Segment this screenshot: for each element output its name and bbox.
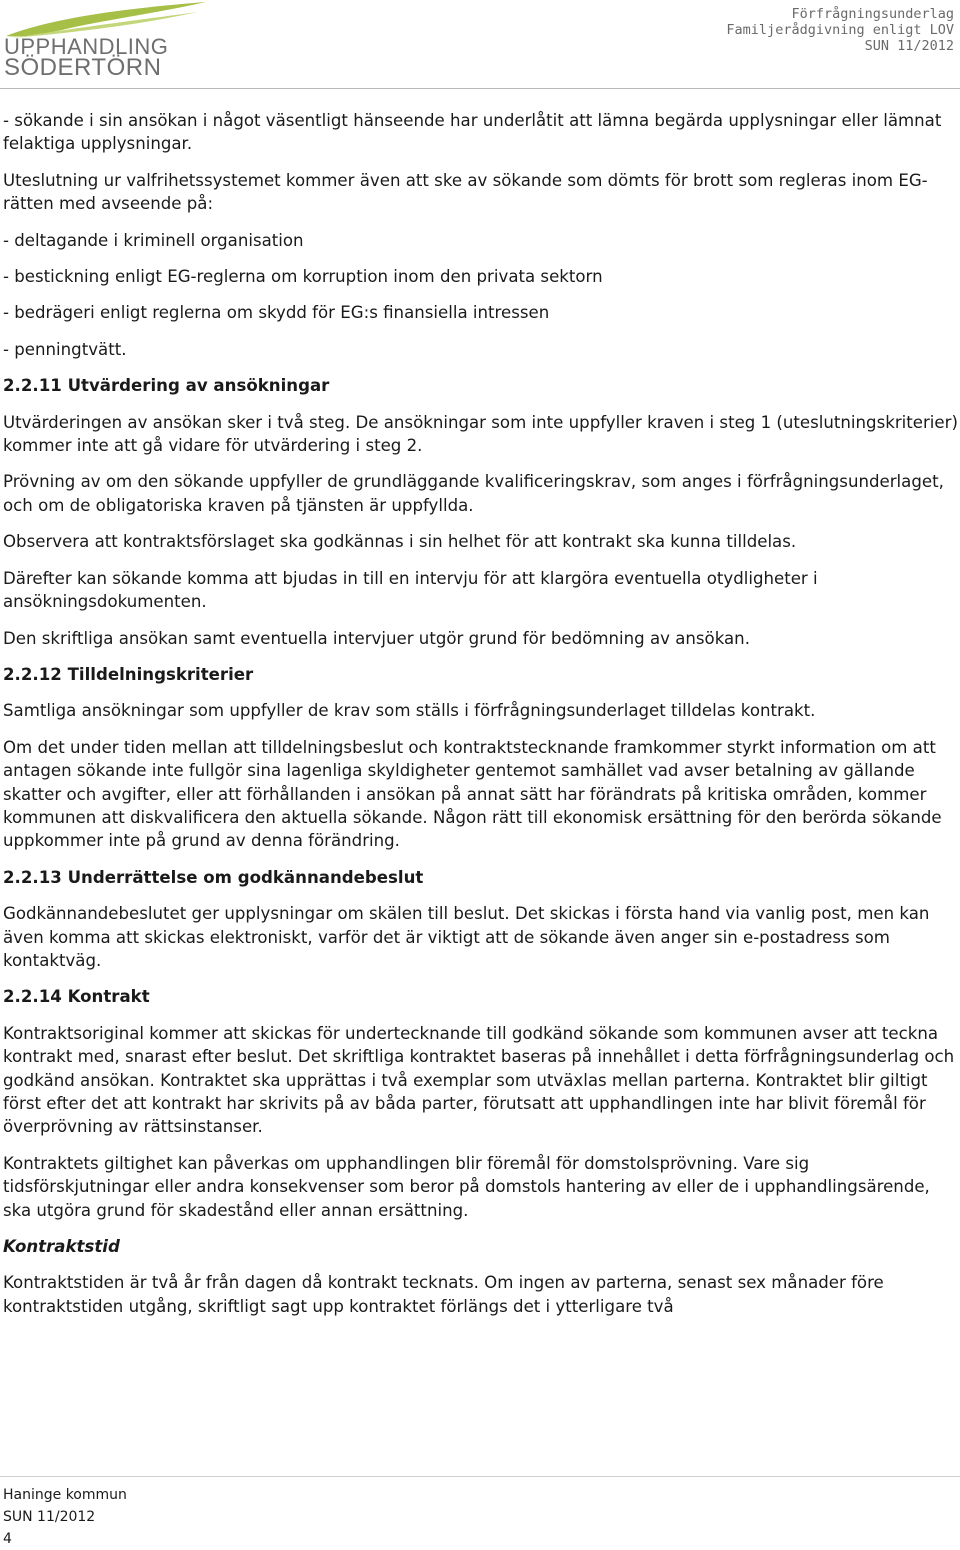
list-item: - bestickning enligt EG-reglerna om korruption inom den privata sektorn <box>3 267 603 287</box>
upphandling-sodertorn-logo <box>2 0 212 82</box>
list-item: - bedrägeri enligt reglerna om skydd för EG:s finansiella intressen <box>3 303 550 323</box>
paragraph: Utvärderingen av ansökan sker i två steg. De ansökningar som inte uppfyller kraven i steg 1 (uteslutningskriterier) kommer inte att gå vidare för utvärdering i steg 2. <box>3 412 958 456</box>
footer-org: Haninge kommun <box>3 1487 127 1503</box>
doc-title: Familjerådgivning enligt LOV <box>726 22 954 38</box>
list-item: - penningtvätt. <box>3 339 127 359</box>
footer-divider <box>0 1476 960 1477</box>
paragraph: - sökande i sin ansökan i något väsentligt hänseende har underlåtit att lämna begärda upplysningar eller lämnat felaktiga upplysningar. <box>3 111 942 154</box>
page-header <box>0 0 960 90</box>
header-doc-info <box>726 6 954 54</box>
page-number: 4 <box>3 1531 12 1547</box>
section-heading: 2.2.14 Kontrakt <box>3 987 150 1007</box>
footer-ref: SUN 11/2012 <box>3 1509 96 1525</box>
header-divider <box>0 88 960 89</box>
paragraph: Observera att kontraktsförslaget ska godkännas i sin helhet för att kontrakt ska kunna tilldelas. <box>3 532 797 552</box>
section-heading: 2.2.13 Underrättelse om godkännandebeslut <box>3 867 424 887</box>
paragraph: Därefter kan sökande komma att bjudas in till en intervju för att klargöra eventuella otydligheter i ansökningsdokumenten. <box>3 568 818 612</box>
subheading: Kontraktstid <box>3 1237 120 1257</box>
document-body <box>3 109 958 1331</box>
section-heading: 2.2.12 Tilldelningskriterier <box>3 664 254 684</box>
section-heading: 2.2.11 Utvärdering av ansökningar <box>3 376 330 396</box>
doc-ref: SUN 11/2012 <box>864 38 954 54</box>
doc-type: Förfrågningsunderlag <box>791 6 954 22</box>
paragraph: Om det under tiden mellan att tilldelningsbeslut och kontraktstecknande framkommer styrkt information om att antagen sökande inte fullgör sina lagenliga skyldigheter gentemot samhället vad avser betalning av gällande skatter och avgifter, eller att förhållanden i ansökan på annat sätt har förändrats på kritiska områden, kommer kommunen att diskvalificera den aktuella sökande. Någon rätt till ekonomisk ersättning för den berörda sökande uppkommer inte på grund av denna förändring. <box>3 737 942 851</box>
paragraph: Prövning av om den sökande uppfyller de grundläggande kvalificeringskrav, som anges i förfrågningsunderlaget, och om de obligatoriska kraven på tjänsten är uppfyllda. <box>3 472 944 515</box>
paragraph: Den skriftliga ansökan samt eventuella intervjuer utgör grund för bedömning av ansökan. <box>3 628 750 648</box>
paragraph: Kontraktsoriginal kommer att skickas för undertecknande till godkänd sökande som kommunen avser att teckna kontrakt med, snarast efter beslut. Det skriftliga kontraktet baseras på innehållet i detta förfrågningsunderlag och godkänd ansökan. Kontraktet ska upprättas i två exemplar som utväxlas mellan parterna. Kontraktet blir giltigt först efter det att kontrakt har skrivits på av båda parter, förutsatt att upphandlingen inte har blivit föremål för överprövning av rättsinstanser. <box>3 1023 955 1137</box>
logo-text-line2: SÖDERTÖRN <box>4 54 162 81</box>
paragraph: Kontraktstiden är två år från dagen då kontrakt tecknats. Om ingen av parterna, senast sex månader före kontraktstiden utgång, skriftligt sagt upp kontraktet förlängs det i ytterligare två <box>3 1273 884 1316</box>
paragraph: Uteslutning ur valfrihetssystemet kommer även att ske av sökande som dömts för brott som regleras inom EG-rätten med avseende på: <box>3 170 928 214</box>
paragraph: Samtliga ansökningar som uppfyller de krav som ställs i förfrågningsunderlaget tilldelas kontrakt. <box>3 701 816 721</box>
list-item: - deltagande i kriminell organisation <box>3 230 304 250</box>
paragraph: Godkännandebeslutet ger upplysningar om skälen till beslut. Det skickas i första hand via vanlig post, men kan även komma att skickas elektroniskt, varför det är viktigt att de sökande även anger sin e-postadress som kontaktväg. <box>3 904 930 970</box>
logo-text-line1: UPPHANDLING <box>4 34 169 59</box>
page-footer <box>3 1484 127 1550</box>
paragraph: Kontraktets giltighet kan påverkas om upphandlingen blir föremål för domstolsprövning. Vare sig tidsförskjutningar eller andra konsekvenser som beror på domstols hantering av eller de i upphandlingsärende, ska utgöra grund för skadestånd eller annan ersättning. <box>3 1153 930 1220</box>
